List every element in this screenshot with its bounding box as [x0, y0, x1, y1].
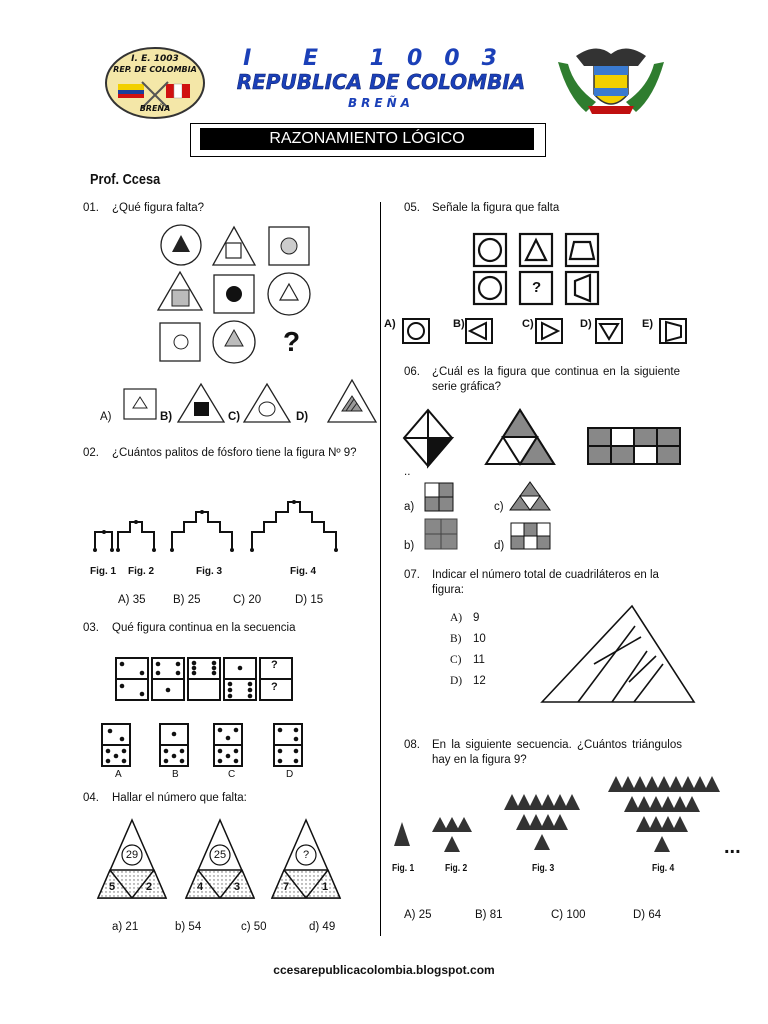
- q06-text: ¿Cuál es la figura que continua en la siguiente serie gráfica?: [432, 366, 680, 393]
- q02-option-a: A) 35: [118, 594, 146, 606]
- q05-option-e-label: E): [642, 318, 653, 330]
- q03-option-b: B: [172, 769, 179, 780]
- q04-triangle1-top: 29: [125, 849, 139, 861]
- q02-option-d: D) 15: [295, 594, 324, 606]
- q04-number: 04.: [83, 792, 99, 804]
- q05-option-b-label: B): [453, 318, 465, 330]
- q04-option-d: d) 49: [309, 921, 336, 933]
- q06-option-c-figure: [508, 480, 552, 512]
- q01-option-d-figure: [326, 378, 378, 424]
- q04-option-c: c) 50: [241, 921, 267, 933]
- banner-line3: BREÑA: [348, 96, 414, 110]
- title-frame: [190, 123, 546, 157]
- q07-option-b-value: 10: [473, 633, 486, 645]
- q02-fig1-label: Fig. 1: [90, 566, 117, 577]
- q04-triangle2-right: 3: [234, 881, 241, 893]
- q07-number: 07.: [404, 569, 420, 581]
- q04-triangle3-top: ?: [302, 849, 310, 861]
- q08-fig1-label: Fig. 1: [392, 863, 415, 874]
- q08-option-d: D) 64: [633, 909, 662, 921]
- school-logo-line3: BREÑA: [139, 104, 171, 113]
- q03-domino-options: [98, 722, 318, 770]
- q04-option-b: b) 54: [175, 921, 202, 933]
- q06-option-c-label: c): [494, 501, 504, 513]
- q01-number: 01.: [83, 202, 99, 214]
- q02-matchstick-figures: [92, 488, 362, 558]
- coat-of-arms-shield: [556, 42, 666, 120]
- q07-option-b-letter: B): [450, 633, 462, 645]
- q01-option-a-label: A): [100, 411, 112, 423]
- q06-option-d-label: d): [494, 540, 505, 552]
- q08-option-b: B) 81: [475, 909, 503, 921]
- q08-option-a: A) 25: [404, 909, 432, 921]
- q01-question-mark: ?: [283, 326, 301, 357]
- q06-option-a-label: a): [404, 501, 415, 513]
- q08-triangle-sequence: [392, 772, 722, 858]
- q01-text: ¿Qué figura falta?: [112, 202, 205, 214]
- q07-option-d: [450, 675, 486, 687]
- q08-number: 08.: [404, 739, 420, 751]
- q02-fig2-label: Fig. 2: [128, 566, 155, 577]
- teacher-name: Prof. Ccesa: [90, 171, 161, 188]
- q07-option-a-letter: A): [450, 612, 463, 624]
- q04-triangle1-left: 5: [109, 881, 116, 893]
- q03-option-d: D: [286, 769, 294, 780]
- q07-option-b: [450, 633, 486, 645]
- q06-dots: ..: [404, 466, 411, 478]
- q05-option-c-label: C): [522, 318, 534, 330]
- q04-triangle3-left: 7: [283, 881, 290, 893]
- q02-option-b: B) 25: [173, 594, 201, 606]
- q07-option-a: [450, 612, 479, 624]
- colombia-coat-of-arms: [556, 42, 666, 120]
- q06-option-d-figure: [510, 522, 552, 550]
- q08-ellipsis: ...: [724, 836, 741, 858]
- q05-option-figures: [400, 316, 700, 346]
- q07-option-d-letter: D): [450, 675, 463, 687]
- q01-option-b-label: B): [160, 411, 173, 423]
- q04-triangle1-right: 2: [146, 881, 153, 893]
- school-logo-line2: REP. DE COLOMBIA: [113, 65, 197, 74]
- q04-triangle3-right: 1: [322, 881, 329, 893]
- q06-series-figures: [402, 408, 682, 468]
- banner-line2: REPUBLICA DE COLOMBIA: [236, 70, 526, 94]
- q08-fig2-label: Fig. 2: [445, 863, 468, 874]
- q07-quadrilateral-figure: [540, 604, 696, 704]
- q06-option-b-label: b): [404, 540, 415, 552]
- q03-text: Qué figura continua en la secuencia: [112, 622, 296, 634]
- q07-option-a-value: 9: [473, 612, 480, 624]
- q02-fig4-label: Fig. 4: [290, 566, 317, 577]
- q05-option-d-label: D): [580, 318, 592, 330]
- q01-option-d-label: D): [296, 411, 309, 423]
- q03-option-a: A: [115, 769, 122, 780]
- q05-text: Señale la figura que falta: [432, 202, 560, 214]
- q05-number: 05.: [404, 202, 420, 214]
- q08-fig3-label: Fig. 3: [532, 863, 555, 874]
- school-logo-line1: I. E. 1003: [131, 54, 179, 64]
- q03-option-c: C: [228, 769, 236, 780]
- footer-url[interactable]: ccesarepublicacolombia.blogspot.com: [273, 963, 495, 977]
- q01-option-b-figure: [176, 382, 226, 424]
- banner-line1: I E 1003: [243, 46, 519, 71]
- q07-option-d-value: 12: [473, 675, 486, 687]
- q07-text: Indicar el número total de cuadriláteros en la figura:: [432, 569, 659, 596]
- q04-triangle2-top: 25: [213, 849, 227, 861]
- q01-option-a-figure: [123, 388, 159, 422]
- q03-domino-sequence: [114, 656, 294, 704]
- q08-option-c: C) 100: [551, 909, 586, 921]
- q05-question-mark: ?: [532, 279, 542, 296]
- school-logo: [104, 46, 206, 120]
- q01-option-c-label: C): [228, 411, 241, 423]
- q01-option-c-figure: [242, 382, 292, 424]
- q02-number: 02.: [83, 447, 99, 459]
- q08-fig4-label: Fig. 4: [652, 863, 675, 874]
- q06-option-a-figure: [424, 482, 456, 512]
- q02-fig3-label: Fig. 3: [196, 566, 223, 577]
- q05-option-a-label: A): [384, 318, 396, 330]
- q07-option-c-letter: C): [450, 654, 462, 666]
- q03-number: 03.: [83, 622, 99, 634]
- q03-question-mark-bottom: ?: [271, 681, 278, 693]
- q04-option-a: a) 21: [112, 921, 139, 933]
- q04-text: Hallar el número que falta:: [112, 792, 247, 804]
- q04-triangle2-left: 4: [197, 881, 204, 893]
- q03-question-mark-top: ?: [271, 659, 278, 671]
- column-divider: [380, 202, 381, 936]
- q06-option-b-figure: [424, 518, 458, 550]
- q06-number: 06.: [404, 366, 420, 378]
- q02-text: ¿Cuántos palitos de fósforo tiene la figura Nº 9?: [112, 447, 357, 459]
- title-bar: RAZONAMIENTO LÓGICO: [200, 128, 534, 150]
- q02-option-c: C) 20: [233, 594, 262, 606]
- q07-option-c: [450, 654, 485, 666]
- q07-option-c-value: 11: [473, 654, 485, 666]
- q08-text: En la siguiente secuencia. ¿Cuántos triángulos hay en la figura 9?: [432, 739, 682, 766]
